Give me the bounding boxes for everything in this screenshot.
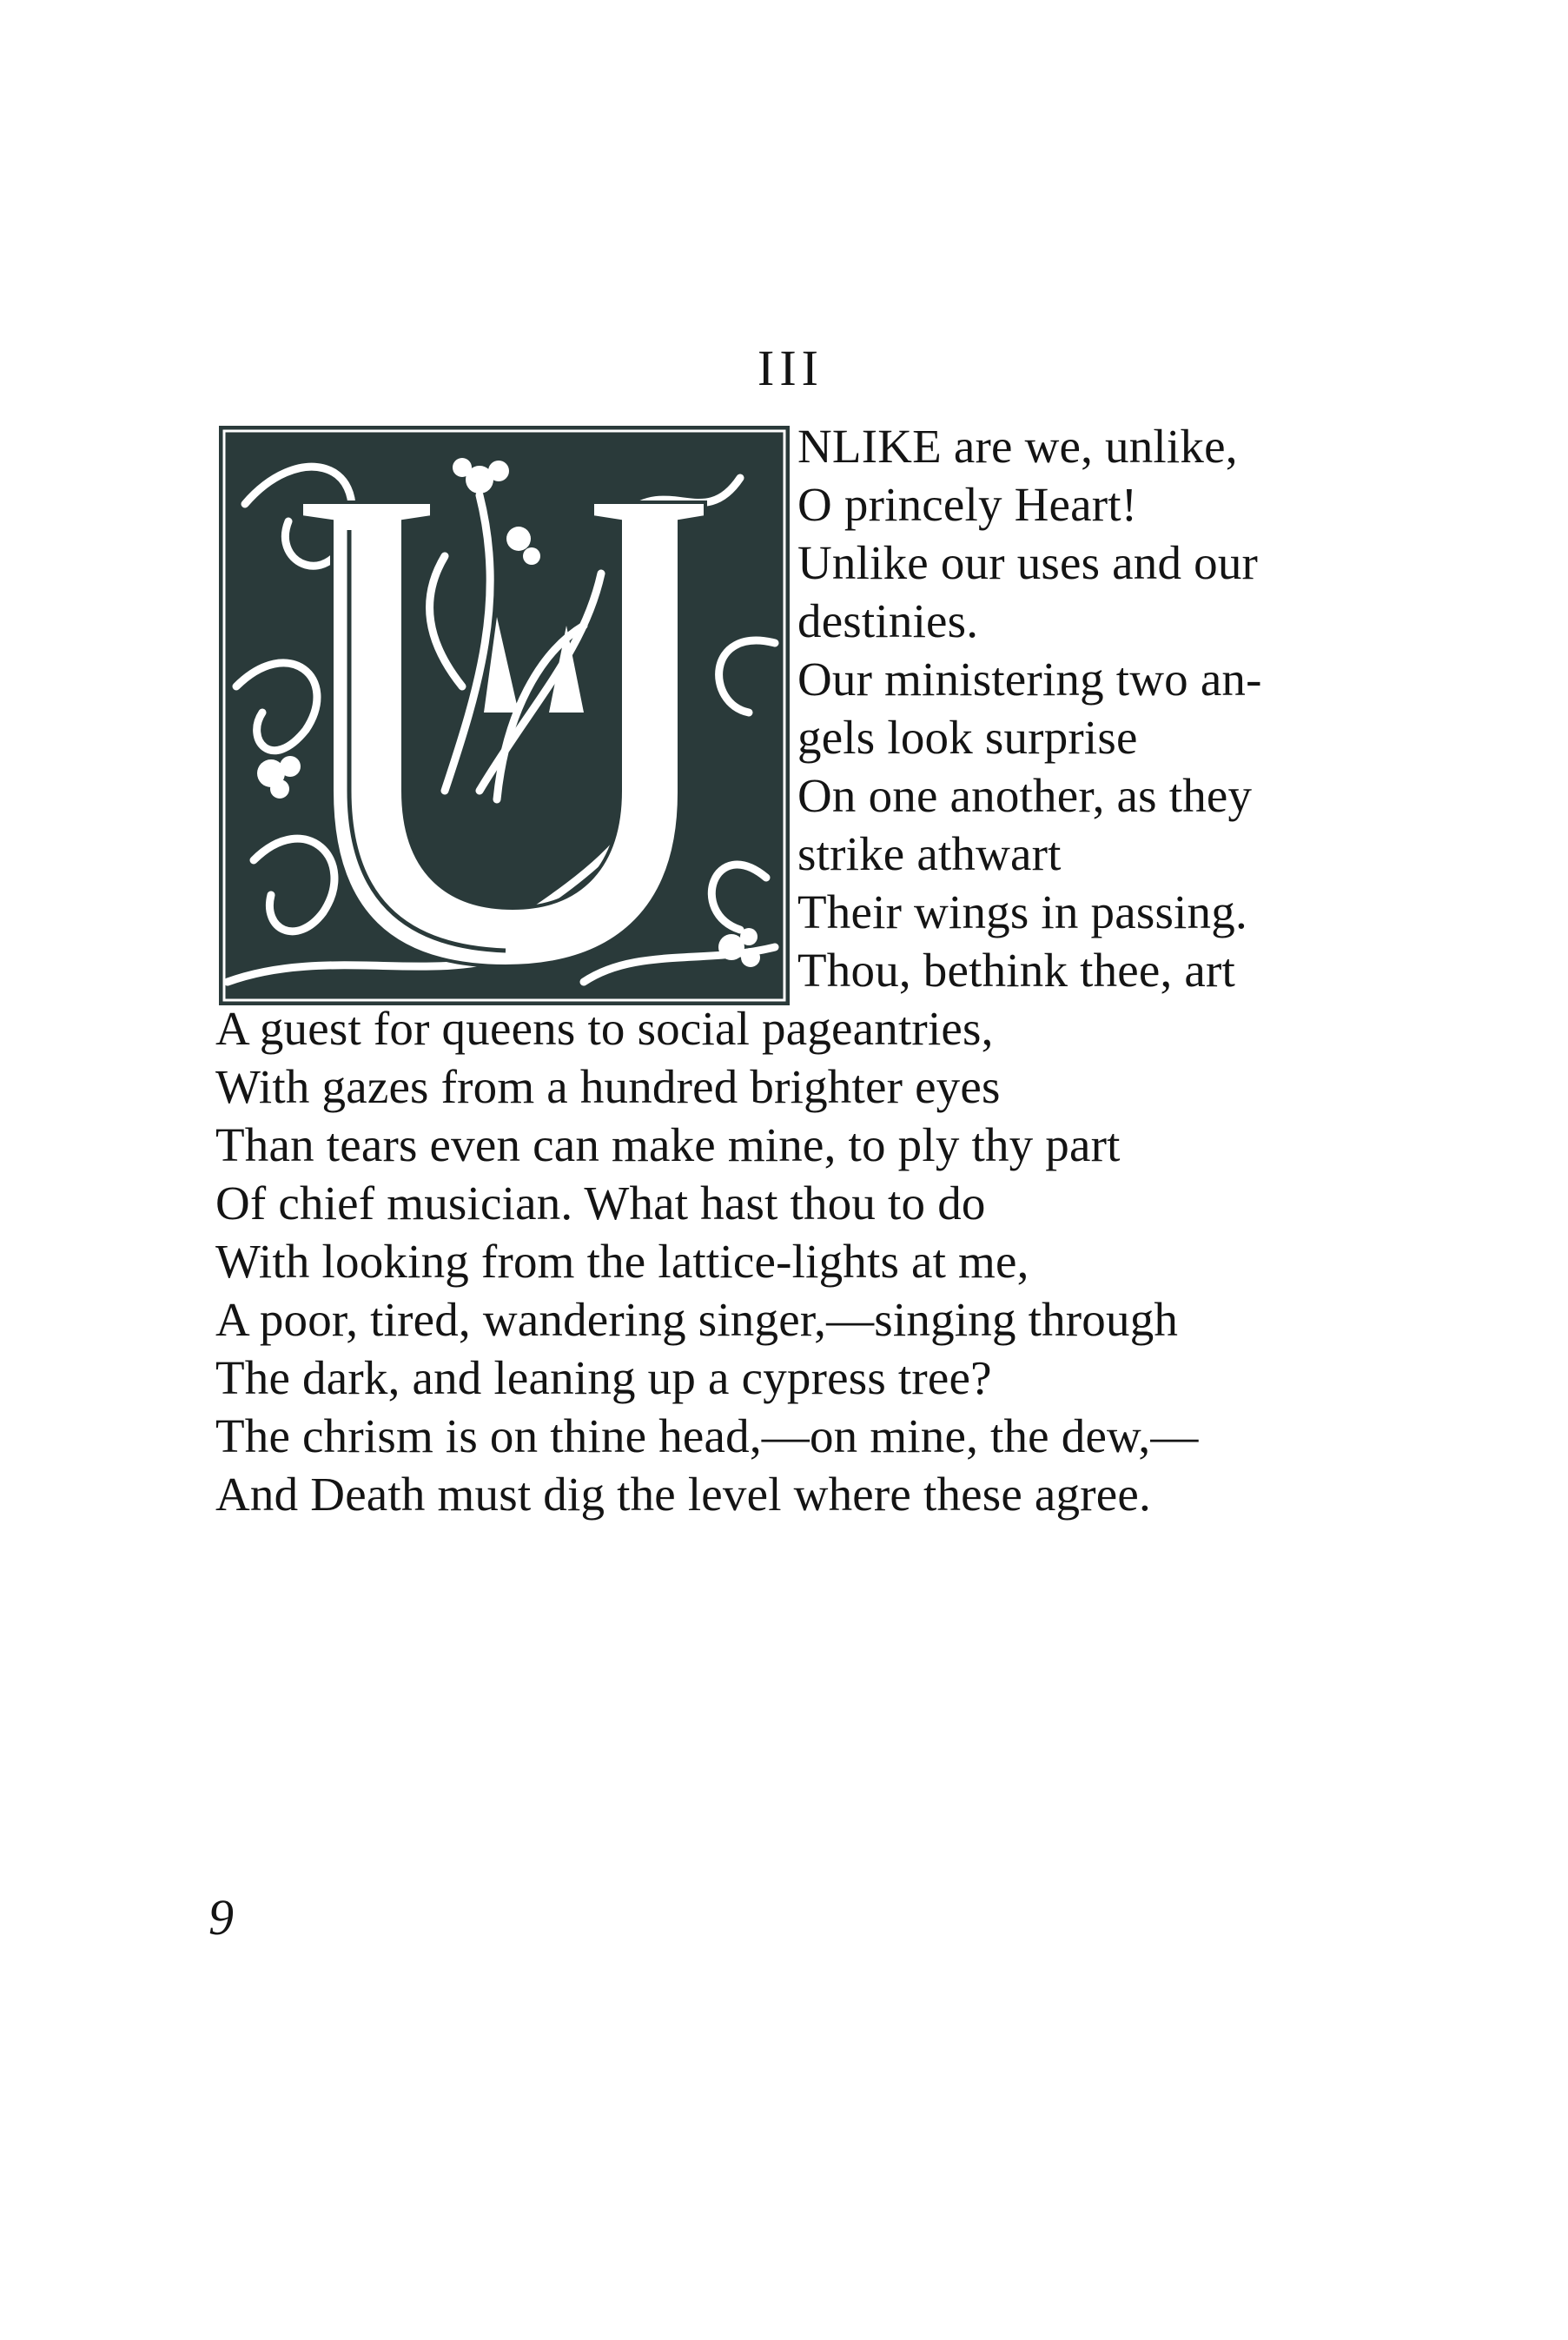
poem-line: With gazes from a hundred brighter eyes: [215, 1060, 1001, 1113]
section-numeral: III: [758, 340, 824, 396]
poem-line: The chrism is on thine head,—on mine, the dew,—: [215, 1409, 1199, 1462]
poem-line: A poor, tired, wandering singer,—singing through: [215, 1293, 1179, 1346]
poem-line: A guest for queens to social pageantries,: [215, 1002, 994, 1055]
poem-line: strike athwart: [797, 827, 1062, 880]
poem-line: Thou, bethink thee, art: [797, 944, 1236, 997]
wrapped-poem-lines: [797, 417, 1458, 999]
poem-line: With looking from the lattice-lights at me,: [215, 1235, 1029, 1288]
poem-line: Unlike our uses and our: [797, 536, 1259, 589]
full-width-poem-lines: [215, 999, 1458, 1523]
poem-line: O princely Heart!: [797, 478, 1138, 531]
poem-line: NLIKE are we, unlike,: [797, 420, 1238, 473]
poem-line: destinies.: [797, 594, 979, 647]
poem-line: On one another, as they: [797, 769, 1253, 822]
poem-line: Their wings in passing.: [797, 885, 1247, 938]
poem-line: And Death must dig the level where these agree.: [215, 1468, 1151, 1521]
poem-line: gels look surprise: [797, 711, 1138, 764]
poem-line: Of chief musician. What hast thou to do: [215, 1177, 986, 1230]
poem-line: The dark, and leaning up a cypress tree?: [215, 1351, 992, 1404]
poem-line: Than tears even can make mine, to ply thy part: [215, 1118, 1121, 1171]
poem-line: Our ministering two an-: [797, 653, 1262, 706]
decorated-drop-cap: [219, 426, 790, 1005]
page-number: 9: [208, 1889, 234, 1946]
floral-initial-u-icon: [219, 426, 790, 1005]
